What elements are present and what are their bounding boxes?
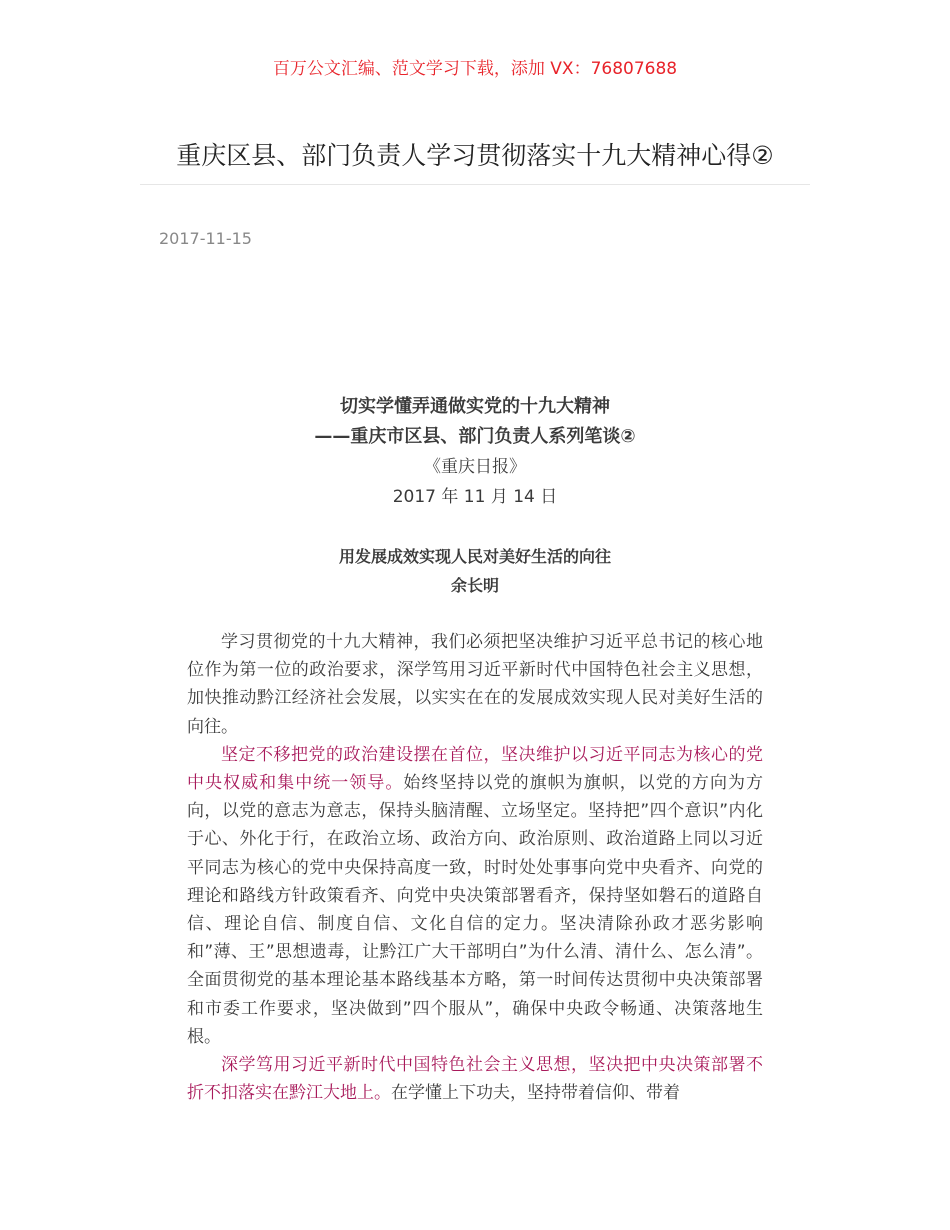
section-author: 余长明 bbox=[450, 576, 499, 595]
article-subheadline: ——重庆市区县、部门负责人系列笔谈② bbox=[314, 426, 636, 447]
section-header bbox=[0, 542, 950, 600]
publish-date: 2017-11-15 bbox=[159, 229, 252, 248]
article-source: 《重庆日报》 bbox=[424, 457, 526, 477]
title-divider bbox=[140, 184, 810, 185]
paragraph-highlight: 深学笃用习近平新时代中国特色社会主义思想，坚决把中央决策部署不折不扣落实在黔江大地上。 bbox=[187, 1055, 763, 1104]
article-headline: 切实学懂弄通做实党的十九大精神 bbox=[340, 396, 610, 417]
paragraph bbox=[187, 628, 763, 741]
section-title: 用发展成效实现人民对美好生活的向往 bbox=[338, 547, 611, 566]
paragraph-text: 学习贯彻党的十九大精神，我们必须把坚决维护习近平总书记的核心地位作为第一位的政治要求，深学笃用习近平新时代中国特色社会主义思想，加快推动黔江经济社会发展，以实实在在的发展成效实现人民对美好生活的向往。 bbox=[187, 632, 763, 737]
paragraph-text: 始终坚持以党的旗帜为旗帜，以党的方向为方向，以党的意志为意志，保持头脑清醒、立场坚定。坚持把”四个意识”内化于心、外化于行，在政治立场、政治方向、政治原则、政治道路上同以习近平同志为核心的党中央保持高度一致，时时处处事事向党中央看齐、向党的理论和路线方针政策看齐、向党中央决策部署看齐，保持坚如磐石的道路自信、理论自信、制度自信、文化自信的定力。坚决清除孙政才恶劣影响和”薄、王”思想遗毒，让黔江广大干部明白”为什么清、清什么、怎么清”。全面贯彻党的基本理论基本路线基本方略，第一时间传达贯彻中央决策部署和市委工作要求，坚决做到”四个服从”，确保中央政令畅通、决策落地生根。 bbox=[187, 773, 764, 1047]
page-title: 重庆区县、部门负责人学习贯彻落实十九大精神心得② bbox=[176, 141, 774, 170]
paragraph-text: 在学懂上下功夫，坚持带着信仰、带着 bbox=[391, 1083, 680, 1104]
article-body bbox=[187, 628, 763, 1107]
paragraph bbox=[187, 1051, 763, 1107]
paragraph-highlight: 坚定不移把党的政治建设摆在首位，坚决维护以习近平同志为核心的党中央权威和集中统一领导。 bbox=[187, 744, 763, 794]
article-header bbox=[0, 392, 950, 512]
paragraph bbox=[187, 741, 763, 1051]
promo-banner: 百万公文汇编、范文学习下载，添加 VX：76807688 bbox=[272, 59, 678, 79]
article-pub-date: 2017 年 11 月 14 日 bbox=[392, 487, 558, 507]
